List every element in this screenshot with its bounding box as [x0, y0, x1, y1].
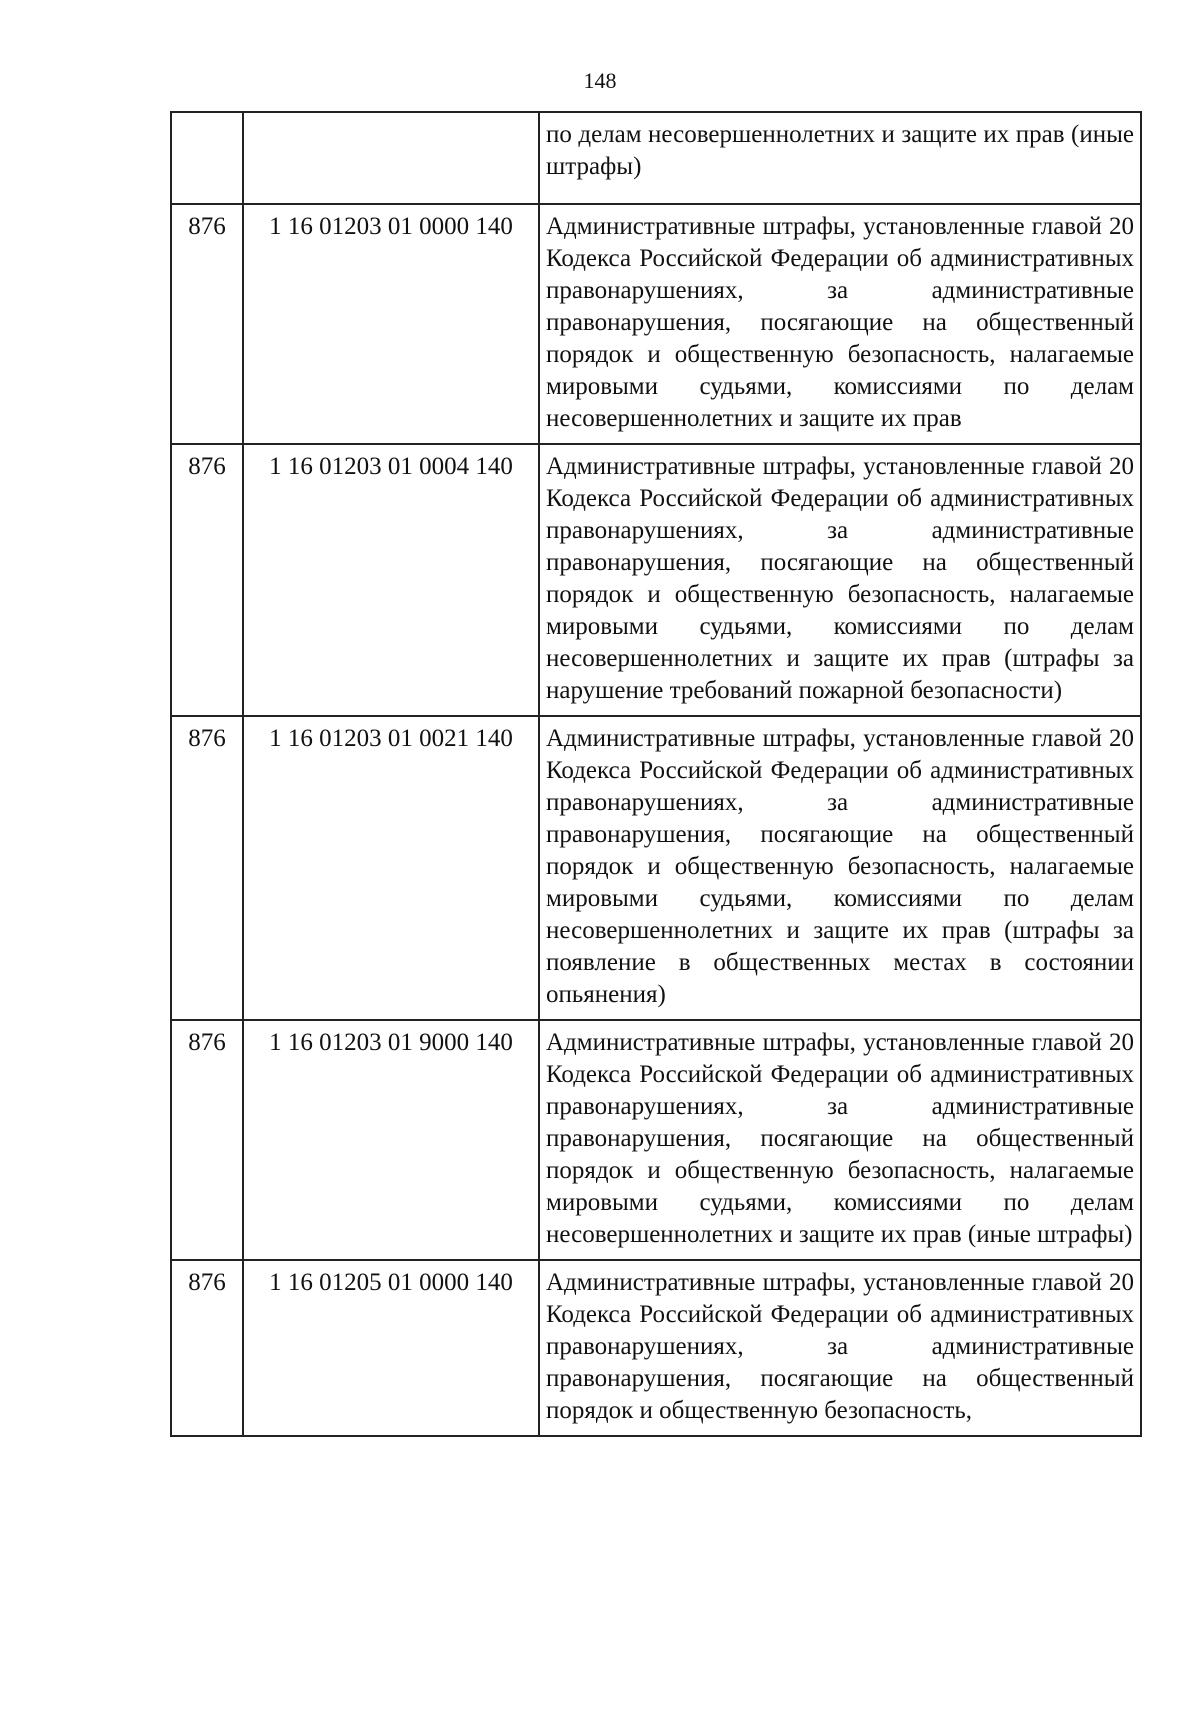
kbk-code-cell — [243, 112, 539, 204]
table-row — [171, 112, 1141, 204]
description-cell: Административные штрафы, установленные главой 20 Кодекса Российской Федерации об административных правонарушениях, за административные правонарушения, посягающие на общественный порядок и общественную безопасность, налагаемые мировыми судьями, комиссиями по делам несовершеннолетних и защите их прав (иные штрафы) — [539, 1020, 1141, 1260]
description-cell: Административные штрафы, установленные главой 20 Кодекса Российской Федерации об административных правонарушениях, за административные правонарушения, посягающие на общественный порядок и общественную безопасность, — [539, 1260, 1141, 1436]
kbk-code-cell: 1 16 01203 01 9000 140 — [243, 1020, 539, 1260]
kbk-code-cell: 1 16 01203 01 0004 140 — [243, 444, 539, 716]
description-cell: Административные штрафы, установленные главой 20 Кодекса Российской Федерации об административных правонарушениях, за административные правонарушения, посягающие на общественный порядок и общественную безопасность, налагаемые мировыми судьями, комиссиями по делам несовершеннолетних и защите их прав (штрафы за появление в общественных местах в состоянии опьянения) — [539, 716, 1141, 1020]
table-row — [171, 204, 1141, 444]
admin-code-cell: 876 — [171, 1020, 243, 1260]
kbk-code-cell: 1 16 01203 01 0021 140 — [243, 716, 539, 1020]
admin-code-cell — [171, 112, 243, 204]
page-number: 148 — [583, 68, 617, 93]
table-row — [171, 716, 1141, 1020]
description-cell: Административные штрафы, установленные главой 20 Кодекса Российской Федерации об административных правонарушениях, за административные правонарушения, посягающие на общественный порядок и общественную безопасность, налагаемые мировыми судьями, комиссиями по делам несовершеннолетних и защите их прав — [539, 204, 1141, 444]
description-cell: по делам несовершеннолетних и защите их прав (иные штрафы) — [539, 112, 1141, 204]
table-row — [171, 1020, 1141, 1260]
admin-code-cell: 876 — [171, 1260, 243, 1436]
admin-code-cell: 876 — [171, 444, 243, 716]
kbk-code-cell: 1 16 01205 01 0000 140 — [243, 1260, 539, 1436]
table-row — [171, 444, 1141, 716]
description-cell: Административные штрафы, установленные главой 20 Кодекса Российской Федерации об административных правонарушениях, за административные правонарушения, посягающие на общественный порядок и общественную безопасность, налагаемые мировыми судьями, комиссиями по делам несовершеннолетних и защите их прав (штрафы за нарушение требований пожарной безопасности) — [539, 444, 1141, 716]
admin-code-cell: 876 — [171, 716, 243, 1020]
table-row — [171, 1260, 1141, 1436]
fines-table — [170, 111, 1142, 1437]
admin-code-cell: 876 — [171, 204, 243, 444]
kbk-code-cell: 1 16 01203 01 0000 140 — [243, 204, 539, 444]
